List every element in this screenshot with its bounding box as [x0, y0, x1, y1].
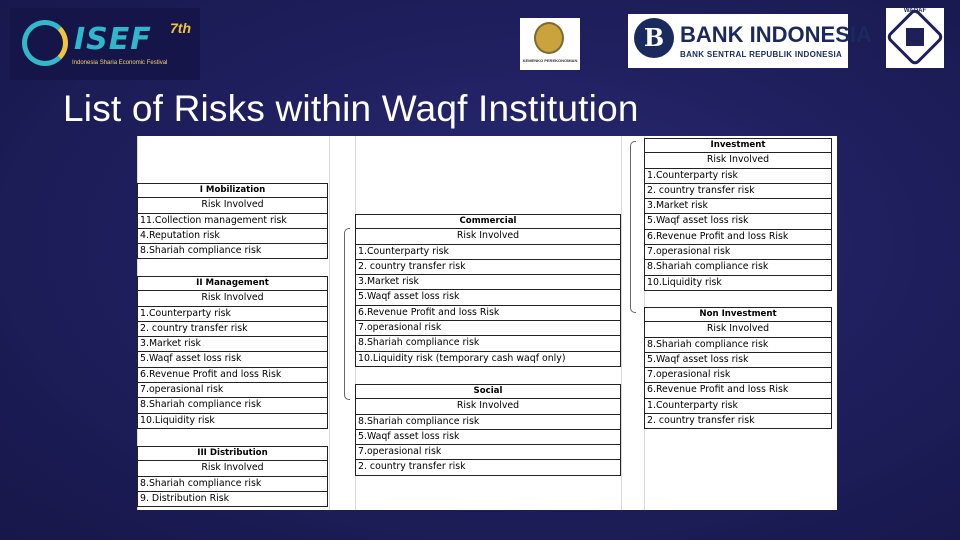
commercial-header: Commercial	[355, 214, 621, 229]
investment-risk: 10.Liquidity risk	[644, 276, 832, 291]
garuda-emblem-icon	[534, 22, 564, 54]
non-investment-risk: 7.operasional risk	[644, 368, 832, 383]
slide-title: List of Risks within Waqf Institution	[63, 88, 639, 129]
management-header: II Management	[137, 276, 328, 291]
mobilization-risk: 8.Shariah compliance risk	[137, 244, 328, 259]
investment-risk: 5.Waqf asset loss risk	[644, 214, 832, 229]
commercial-risk: 2. country transfer risk	[355, 260, 621, 275]
management-risk: 8.Shariah compliance risk	[137, 398, 328, 413]
commercial-risk: 6.Revenue Profit and loss Risk	[355, 306, 621, 321]
commercial-table	[355, 214, 621, 367]
management-risk: 3.Market risk	[137, 337, 328, 352]
distribution-table	[137, 446, 328, 507]
isef-logo-text: ISEF	[74, 22, 152, 57]
social-subheader: Risk Involved	[355, 399, 621, 414]
gridline	[621, 136, 622, 510]
bank-indonesia-logo	[628, 14, 872, 68]
bi-monogram-icon: B	[634, 18, 674, 58]
commercial-risk: 1.Counterparty risk	[355, 245, 621, 260]
bi-tagline: BANK SENTRAL REPUBLIK INDONESIA	[680, 50, 843, 59]
bi-name: BANK INDONESIA	[680, 22, 872, 47]
non-investment-table	[644, 307, 832, 429]
investment-risk: 2. country transfer risk	[644, 184, 832, 199]
investment-risk: 1.Counterparty risk	[644, 169, 832, 184]
commercial-risk: 8.Shariah compliance risk	[355, 336, 621, 351]
commercial-risk: 7.operasional risk	[355, 321, 621, 336]
investment-risk: 3.Market risk	[644, 199, 832, 214]
commercial-risk: 5.Waqf asset loss risk	[355, 290, 621, 305]
bwi-core-icon	[906, 28, 924, 46]
risk-spreadsheet	[137, 136, 837, 510]
badan-wakaf-logo	[886, 8, 944, 68]
non-investment-risk: 6.Revenue Profit and loss Risk	[644, 383, 832, 398]
ministry-logo	[520, 18, 580, 70]
management-risk: 5.Waqf asset loss risk	[137, 352, 328, 367]
distribution-subheader: Risk Involved	[137, 461, 328, 476]
management-risk: 10.Liquidity risk	[137, 414, 328, 429]
investment-header: Investment	[644, 138, 832, 153]
isef-subtitle: Indonesia Sharia Economic Festival	[72, 60, 168, 66]
social-risk: 7.operasional risk	[355, 445, 621, 460]
social-risk: 8.Shariah compliance risk	[355, 415, 621, 430]
management-risk: 1.Counterparty risk	[137, 307, 328, 322]
non-investment-subheader: Risk Involved	[644, 322, 832, 337]
distribution-risk: 8.Shariah compliance risk	[137, 477, 328, 492]
mobilization-header: I Mobilization	[137, 183, 328, 198]
management-risk: 6.Revenue Profit and loss Risk	[137, 368, 328, 383]
social-risk: 2. country transfer risk	[355, 460, 621, 475]
mobilization-subheader: Risk Involved	[137, 198, 328, 213]
investment-risk: 7.operasional risk	[644, 245, 832, 260]
investment-risk: 8.Shariah compliance risk	[644, 260, 832, 275]
commercial-risk: 3.Market risk	[355, 275, 621, 290]
management-risk: 2. country transfer risk	[137, 322, 328, 337]
mobilization-risk: 4.Reputation risk	[137, 229, 328, 244]
non-investment-risk: 8.Shariah compliance risk	[644, 338, 832, 353]
isef-edition: 7th	[170, 20, 191, 36]
mobilization-risk: 11.Collection management risk	[137, 214, 328, 229]
bracket-mid	[344, 228, 350, 400]
non-investment-risk: 2. country transfer risk	[644, 414, 832, 429]
commercial-risk: 10.Liquidity risk (temporary cash waqf only)	[355, 352, 621, 367]
social-risk: 5.Waqf asset loss risk	[355, 430, 621, 445]
non-investment-risk: 5.Waqf asset loss risk	[644, 353, 832, 368]
mobilization-table	[137, 183, 328, 259]
gridline	[329, 136, 330, 510]
management-subheader: Risk Involved	[137, 291, 328, 306]
non-investment-risk: 1.Counterparty risk	[644, 399, 832, 414]
management-risk: 7.operasional risk	[137, 383, 328, 398]
investment-subheader: Risk Involved	[644, 153, 832, 168]
ministry-caption: KEMENKO PEREKONOMIAN	[522, 58, 578, 63]
commercial-subheader: Risk Involved	[355, 229, 621, 244]
non-investment-header: Non Investment	[644, 307, 832, 322]
investment-table	[644, 138, 832, 291]
management-table	[137, 276, 328, 429]
investment-risk: 6.Revenue Profit and loss Risk	[644, 230, 832, 245]
distribution-risk: 9. Distribution Risk	[137, 492, 328, 507]
bwi-arc-text: WAQAF	[903, 8, 927, 14]
bracket-right	[630, 141, 636, 313]
social-table	[355, 384, 621, 476]
social-header: Social	[355, 384, 621, 399]
distribution-header: III Distribution	[137, 446, 328, 461]
isef-emblem-icon	[22, 20, 68, 66]
isef-logo	[10, 8, 200, 80]
